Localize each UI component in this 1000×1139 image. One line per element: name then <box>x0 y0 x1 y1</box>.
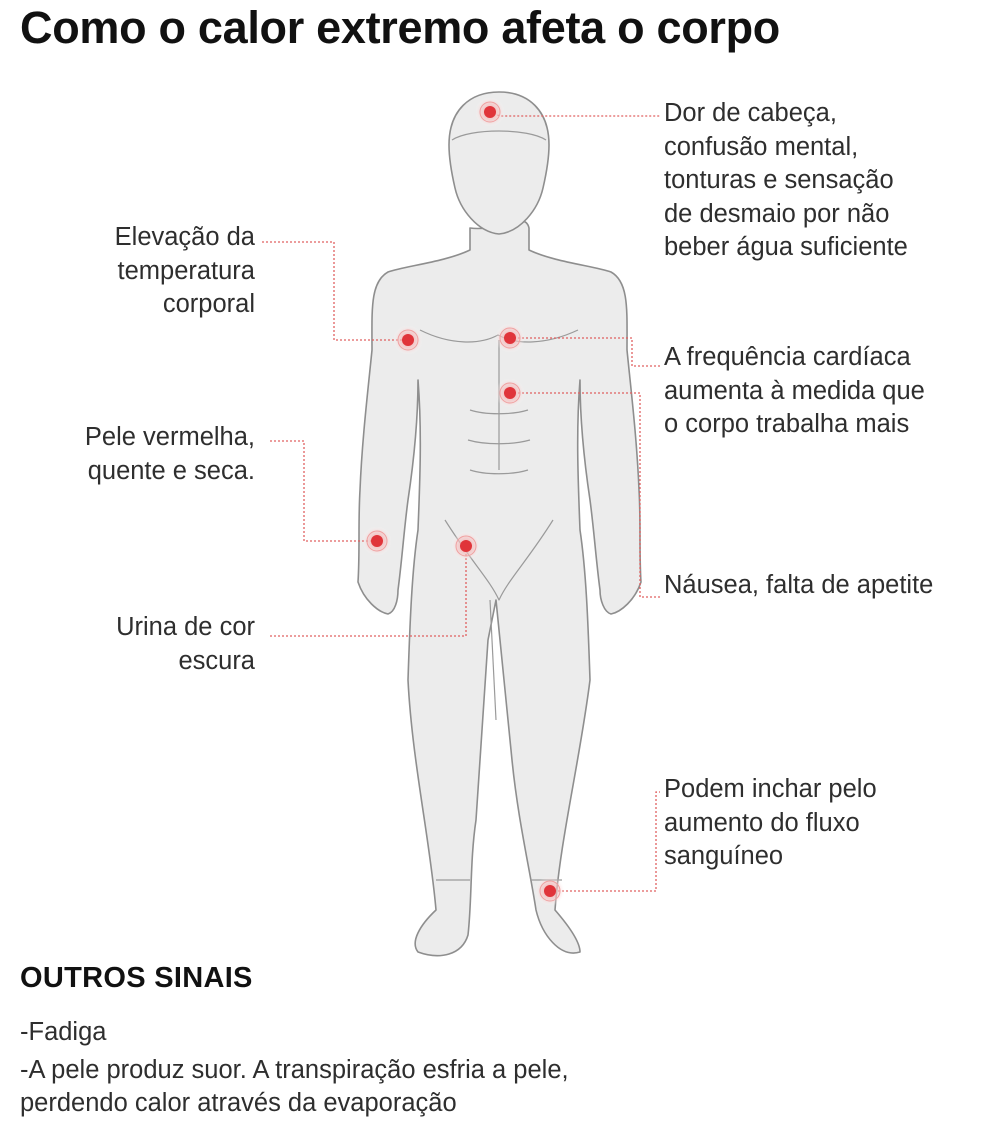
label-swelling <box>664 773 877 874</box>
label-temperature <box>115 221 255 322</box>
marker-bladder <box>451 531 481 561</box>
other-signs-heading: OUTROS SINAIS <box>20 962 253 994</box>
list-item <box>20 1054 569 1121</box>
label-line: temperatura <box>117 256 255 285</box>
marker-temperature <box>393 325 423 355</box>
label-urine <box>116 611 255 678</box>
marker-stomach <box>495 378 525 408</box>
other-signs-list <box>20 1016 569 1125</box>
label-line: aumenta à medida que <box>664 376 925 405</box>
label-line: confusão mental, <box>664 132 859 161</box>
list-item <box>20 1016 569 1050</box>
marker-ankle <box>535 876 565 906</box>
list-item-line: -A pele produz suor. A transpiração esfria a pele, <box>20 1055 569 1084</box>
human-figure <box>358 92 641 956</box>
label-line: corporal <box>162 290 255 318</box>
label-line: o corpo trabalha mais <box>664 410 910 438</box>
label-nausea <box>664 569 933 603</box>
label-line: A frequência cardíaca <box>664 343 911 371</box>
marker-heart <box>495 323 525 353</box>
marker-head <box>475 97 505 127</box>
list-item-line: perdendo calor através da evaporação <box>20 1089 457 1117</box>
label-line: Pele vermelha, <box>84 423 255 451</box>
label-line: de desmaio por não <box>664 199 890 228</box>
label-heart <box>664 341 925 442</box>
label-line: quente e seca. <box>87 456 255 485</box>
page-title: Como o calor extremo afeta o corpo <box>20 2 780 53</box>
label-line: Náusea, falta de apetite <box>664 571 934 599</box>
label-line: Urina de cor <box>116 613 255 641</box>
label-line: aumento do fluxo <box>664 808 860 837</box>
list-item-line: -Fadiga <box>20 1018 107 1046</box>
label-line: beber água suficiente <box>664 233 908 261</box>
label-line: Podem inchar pelo <box>664 775 877 803</box>
label-line: Dor de cabeça, <box>664 99 837 127</box>
label-head <box>664 97 908 265</box>
label-line: tonturas e sensação <box>664 166 894 194</box>
label-skin <box>85 421 255 488</box>
label-line: sanguíneo <box>664 842 784 870</box>
marker-skin <box>362 526 392 556</box>
label-line: Elevação da <box>114 223 255 251</box>
label-line: escura <box>178 646 255 675</box>
